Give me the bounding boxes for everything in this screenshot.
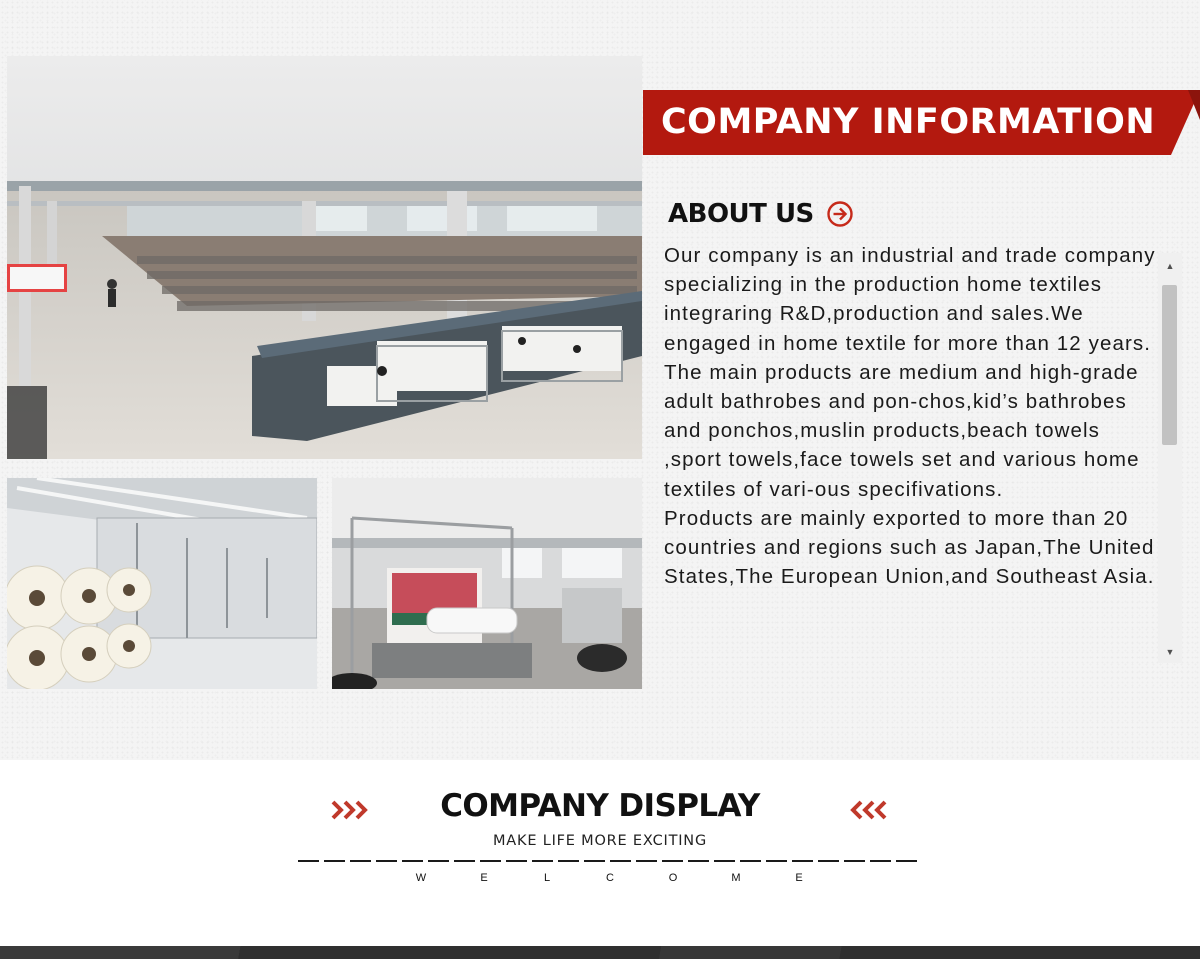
circled-right-arrow-icon[interactable] xyxy=(826,200,854,228)
welcome-letter: W xyxy=(415,872,427,884)
company-display-title: COMPANY DISPLAY xyxy=(440,788,760,824)
triple-chevron-left-icon xyxy=(845,799,887,821)
welcome-letter: C xyxy=(606,872,614,884)
about-paragraph: Products are mainly exported to more than 20 countries and regions such as Japan,The United States,The European Union,and Southeast Asia. xyxy=(664,506,1155,589)
yarn-spools-photo xyxy=(7,478,317,689)
company-information-banner xyxy=(643,90,1200,155)
banner-title: COMPANY INFORMATION xyxy=(661,102,1156,142)
welcome-letter: L xyxy=(543,872,551,884)
welcome-letter: M xyxy=(731,872,741,884)
welcome-letters xyxy=(390,872,830,884)
triangle-up-icon[interactable]: ▲ xyxy=(1165,261,1175,271)
about-paragraph: The main products are medium and high-grade adult bathrobes and pon-chos,kid’s bathrobes and ponchos,muslin products,beach towels ,sport towels,face towels set and various home textiles of vari-ous specifivations. xyxy=(664,360,1140,501)
about-text-scrollbar[interactable] xyxy=(1158,253,1182,663)
welcome-letter: E xyxy=(480,872,488,884)
about-paragraph: Our company is an industrial and trade company specializing in the production home textiles integraring R&D,production and sales.We engaged in home textile for more than 12 years. xyxy=(664,244,1156,355)
triangle-down-icon[interactable]: ▼ xyxy=(1165,647,1175,657)
fabric-inspection-photo xyxy=(332,478,642,689)
welcome-letter: O xyxy=(668,872,678,884)
welcome-letter: E xyxy=(795,872,803,884)
scroll-thumb[interactable] xyxy=(1162,285,1177,445)
footer-bar xyxy=(0,946,1200,959)
factory-floor-photo xyxy=(7,56,642,459)
about-us-label: ABOUT US xyxy=(668,199,814,229)
dashed-divider xyxy=(298,860,918,862)
company-display-subtitle: MAKE LIFE MORE EXCITING xyxy=(492,833,707,849)
about-us-heading xyxy=(668,196,854,232)
about-us-text[interactable] xyxy=(664,241,1156,679)
